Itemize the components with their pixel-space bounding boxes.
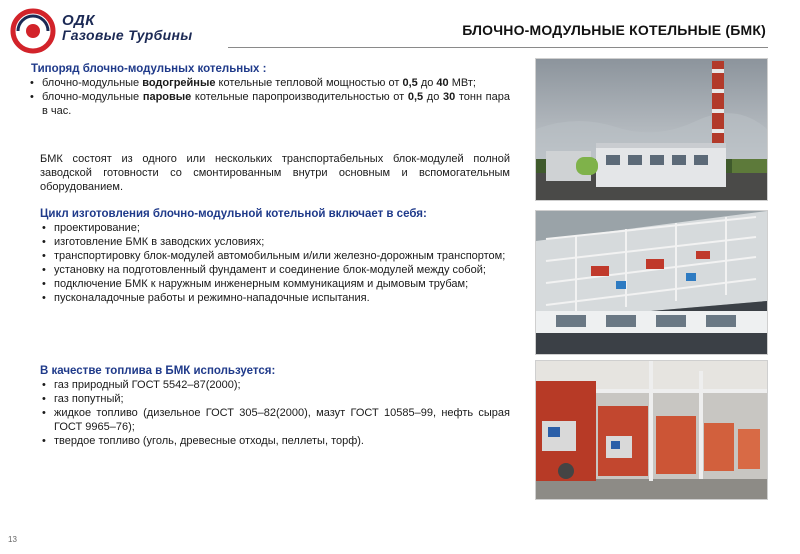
odk-logo-mark-icon xyxy=(10,8,56,54)
logo-text xyxy=(62,13,192,43)
range-list xyxy=(28,76,510,118)
list-item: • газ природный ГОСТ 5542–87(2000); xyxy=(40,378,510,392)
cycle-title: Цикл изготовления блочно-модульной котельной включает в себя: xyxy=(40,208,427,220)
text: блочно-модульные xyxy=(42,77,143,89)
range-section xyxy=(28,62,510,118)
text: до xyxy=(417,77,437,89)
list-item xyxy=(28,90,510,118)
text: котельные паропроизводительностью от xyxy=(191,91,408,103)
cycle-section xyxy=(40,207,510,305)
list-item: • газ попутный; xyxy=(40,392,510,406)
list-item xyxy=(28,76,510,90)
text: блочно-модульные xyxy=(42,91,143,103)
highlight: водогрейные xyxy=(142,77,216,89)
fuel-title: В качестве топлива в БМК используется: xyxy=(40,365,276,377)
list-item: • транспортировку блок-модулей автомобильным и/или железно-дорожным транспортом; xyxy=(40,249,510,263)
list-item: • установку на подготовленный фундамент и соединение блок-модулей между собой; xyxy=(40,263,510,277)
highlight: 40 xyxy=(436,77,449,89)
text: тонн пара в час. xyxy=(42,91,510,117)
list-item: • проектирование; xyxy=(40,221,510,235)
fuel-list xyxy=(40,378,510,448)
page-title: БЛОЧНО-МОДУЛЬНЫЕ КОТЕЛЬНЫЕ (БМК) xyxy=(462,22,766,38)
cycle-list xyxy=(40,221,510,305)
text: МВт; xyxy=(448,77,476,89)
boiler-house-exterior-photo xyxy=(535,58,768,201)
description-paragraph: БМК состоят из одного или нескольких транспортабельных блок-модулей полной заводской готовности со смонтированным внутри основным и вспомогательным оборудованием. xyxy=(40,153,510,193)
list-item: • твердое топливо (уголь, древесные отходы, пеллеты, торф). xyxy=(40,434,510,448)
company-logo xyxy=(10,8,230,54)
header-divider xyxy=(228,47,768,48)
module-assembly-photo xyxy=(535,210,768,355)
list-item: • пусконаладочные работы и режимно-нападочные испытания. xyxy=(40,291,510,305)
list-item: • подключение БМК к наружным инженерным коммуникациям и дымовым трубам; xyxy=(40,277,510,291)
highlight: 30 xyxy=(442,91,456,103)
logo-line-1: ОДК xyxy=(62,12,96,29)
highlight: 0,5 xyxy=(402,77,418,89)
list-item: • изготовление БМК в заводских условиях; xyxy=(40,235,510,249)
highlight: 0,5 xyxy=(407,91,424,103)
range-title: Типоряд блочно-модульных котельных : xyxy=(31,63,267,75)
fuel-section xyxy=(40,364,510,448)
highlight: паровые xyxy=(142,91,192,103)
text: до xyxy=(423,91,443,103)
list-item: • жидкое топливо (дизельное ГОСТ 305–82(2000), мазут ГОСТ 10585–99, нефть сырая ГОСТ 9965–76); xyxy=(40,406,510,434)
boiler-equipment-photo xyxy=(535,360,768,500)
logo-line-2: Газовые Турбины xyxy=(62,27,193,43)
text: котельные тепловой мощностью от xyxy=(215,77,403,89)
page-number: 13 xyxy=(8,535,17,544)
